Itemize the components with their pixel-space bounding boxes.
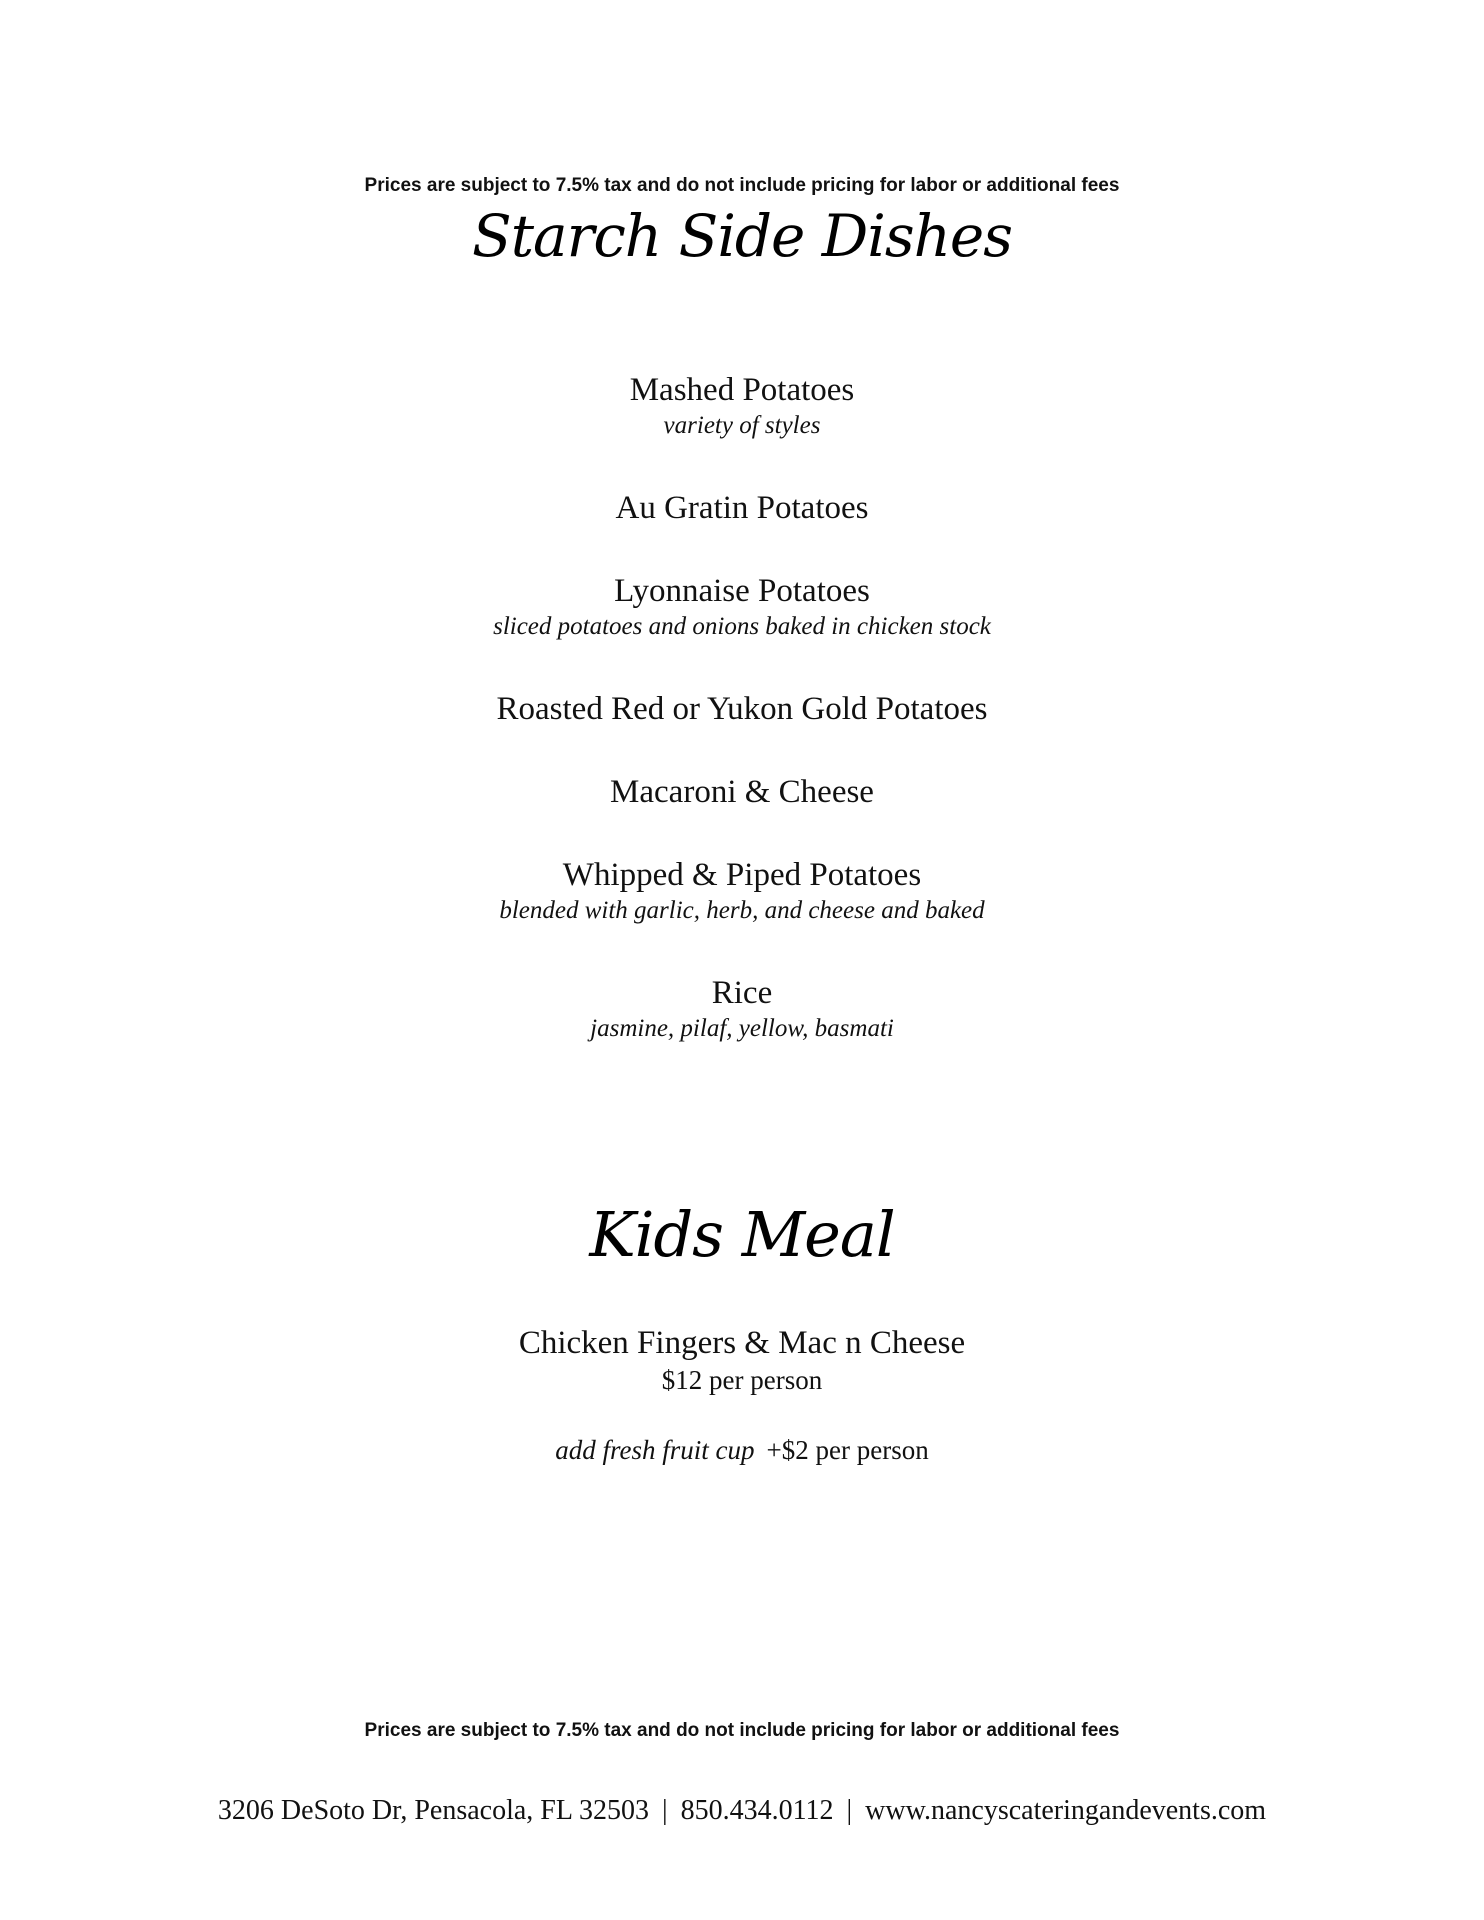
item-price: $12 per person — [661, 1365, 823, 1395]
menu-item — [0, 855, 1484, 927]
item-name: Roasted Red or Yukon Gold Potatoes — [496, 691, 988, 727]
footer-separator: | — [846, 1795, 853, 1826]
kids-section-title: Kids Meal — [589, 1198, 895, 1271]
item-name: Macaroni & Cheese — [610, 774, 874, 810]
menu-item — [0, 973, 1484, 1045]
footer-address: 3206 DeSoto Dr, Pensacola, FL 32503 — [217, 1795, 649, 1826]
item-name: Whipped & Piped Potatoes — [562, 857, 922, 893]
addon-label: add fresh fruit cup — [555, 1435, 755, 1465]
addon-price: +$2 per person — [766, 1435, 929, 1465]
item-name: Au Gratin Potatoes — [615, 490, 869, 526]
starch-section-title: Starch Side Dishes — [471, 202, 1013, 270]
item-name: Lyonnaise Potatoes — [614, 573, 870, 609]
item-description: blended with garlic, herb, and cheese and baked — [499, 897, 985, 924]
pricing-disclaimer-top: Prices are subject to 7.5% tax and do not include pricing for labor or additional fees — [364, 175, 1120, 196]
menu-item — [0, 689, 1484, 729]
item-name: Chicken Fingers & Mac n Cheese — [518, 1325, 966, 1361]
item-description: jasmine, pilaf, yellow, basmati — [590, 1015, 894, 1042]
menu-item — [0, 488, 1484, 528]
menu-item — [0, 772, 1484, 812]
item-description: sliced potatoes and onions baked in chicken stock — [493, 613, 991, 640]
menu-item — [0, 370, 1484, 442]
item-name: Mashed Potatoes — [629, 372, 855, 408]
menu-item — [0, 571, 1484, 643]
footer-phone: 850.434.0112 — [680, 1795, 834, 1826]
item-description: variety of styles — [663, 412, 821, 439]
footer-website: www.nancyscateringandevents.com — [865, 1795, 1267, 1826]
pricing-disclaimer-bottom: Prices are subject to 7.5% tax and do not include pricing for labor or additional fees — [364, 1720, 1120, 1741]
contact-footer — [0, 1795, 1484, 1827]
item-name: Rice — [711, 975, 773, 1011]
footer-separator: | — [661, 1795, 668, 1826]
kids-addon — [0, 1432, 1484, 1473]
kids-menu-item — [0, 1323, 1484, 1397]
